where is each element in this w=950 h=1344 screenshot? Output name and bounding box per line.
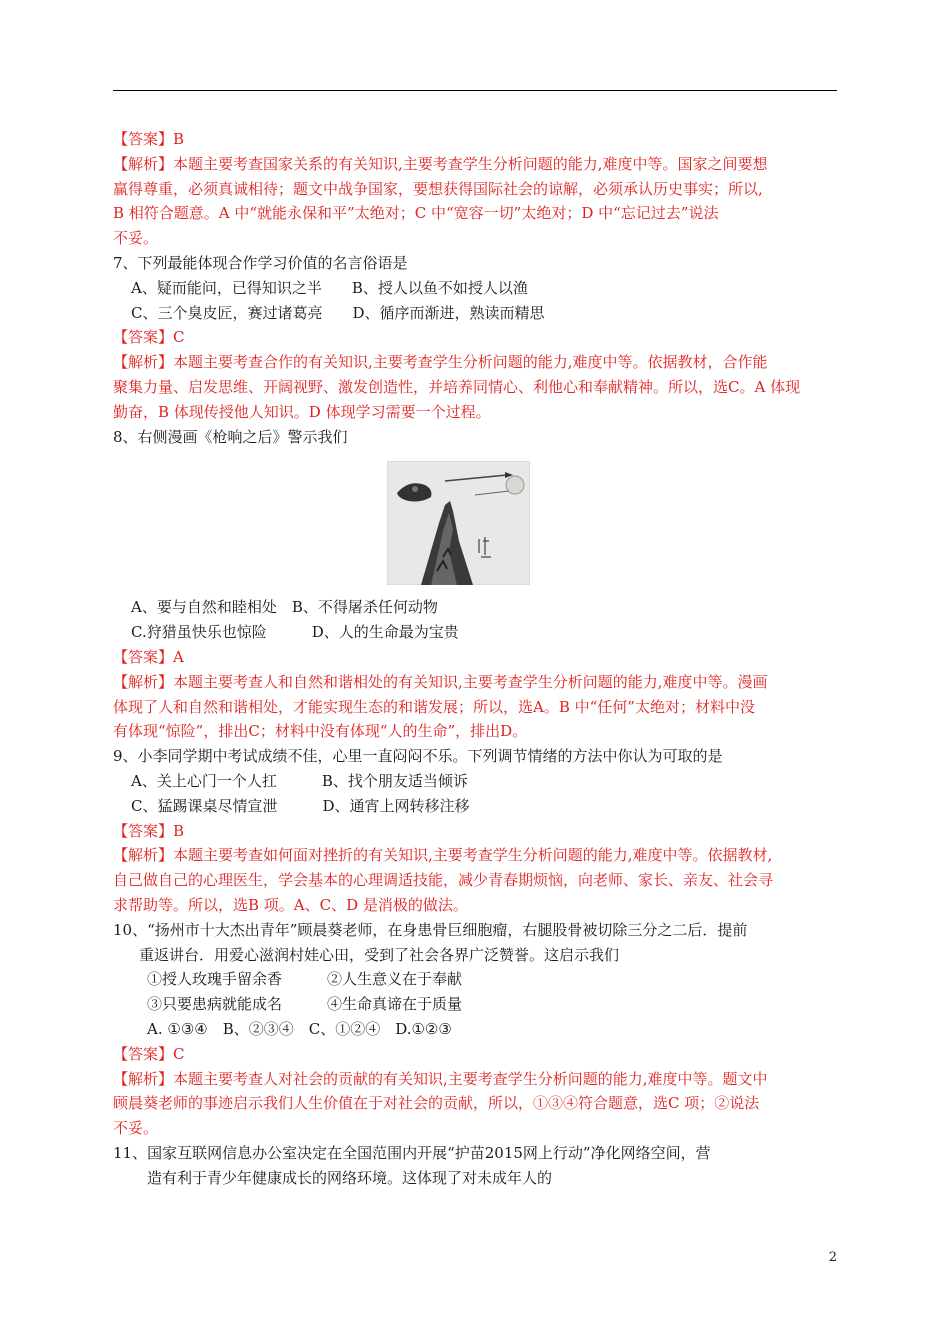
page-number: 2	[828, 1250, 837, 1265]
q6-answer: 【答案】B	[113, 130, 185, 148]
q10-choices: A. ①③④ B、②③④ C、①②④ D.①②③	[147, 1019, 452, 1038]
q10-item-4: ④生命真谛在于质量	[327, 995, 463, 1014]
q8-answer: 【答案】A	[113, 647, 184, 666]
q9-stem: 9、小李同学期中考试成绩不佳，心里一直闷闷不乐。下列调节情绪的方法中你认为可取的是	[113, 747, 723, 766]
q11-stem-line: 造有利于青少年健康成长的网络环境。这体现了对未成年人的	[147, 1168, 553, 1187]
q10-answer: 【答案】C	[113, 1044, 185, 1063]
q7-option-a: A、疑而能问，已得知识之半	[131, 278, 322, 297]
q8-analysis-line: 有体现“惊险”，排出C；材料中没有体现“人的生命”，排出D。	[113, 722, 528, 741]
q10-item-1: ①授人玫瑰手留余香	[147, 970, 283, 989]
q10-stem-line: 重返讲台．用爱心滋润村娃心田，受到了社会各界广泛赞誉。这启示我们	[139, 945, 620, 964]
q10-analysis-line: 【解析】本题主要考查人对社会的贡献的有关知识,主要考查学生分析问题的能力,难度中等。题文中	[113, 1069, 768, 1088]
q10-item-3: ③只要患病就能成名	[147, 995, 283, 1014]
cartoon-gunshot-image	[387, 461, 530, 585]
q7-analysis-line: 勤奋，B 体现传授他人知识。D 体现学习需要一个过程。	[113, 402, 491, 421]
q9-analysis-line: 自己做自己的心理医生，学会基本的心理调适技能，减少青春期烦恼，向老师、家长、亲友、社会寻	[113, 871, 774, 890]
q9-options-row-1	[113, 769, 837, 794]
page-content	[113, 127, 837, 1190]
header-rule	[113, 90, 837, 91]
q7-option-b: B、授人以鱼不如授人以渔	[351, 278, 528, 297]
q6-analysis-line: 【解析】本题主要考查国家关系的有关知识,主要考查学生分析问题的能力,难度中等。国家之间要想	[113, 154, 768, 173]
q7-options-row-1	[113, 276, 837, 301]
q9-option-d: D、通宵上网转移注移	[322, 796, 470, 815]
cartoon-illustration	[387, 461, 530, 585]
q10-stem-line: 10、“扬州市十大杰出青年”顾晨葵老师，在身患骨巨细胞瘤，右腿股骨被切除三分之二后．提前	[113, 920, 748, 939]
q9-option-c: C、猛踢课桌尽情宣泄	[131, 796, 278, 815]
q7-analysis-line: 【解析】本题主要考查合作的有关知识,主要考查学生分析问题的能力,难度中等。依据教材，合作能	[113, 353, 768, 372]
q8-stem: 8、右侧漫画《枪响之后》警示我们	[113, 427, 348, 446]
q8-option-b: B、不得屠杀任何动物	[291, 598, 438, 617]
q7-option-c: C、三个臭皮匠，赛过诸葛亮	[131, 303, 323, 322]
q9-option-b: B、找个朋友适当倾诉	[321, 771, 468, 790]
q9-options-row-2	[113, 794, 837, 819]
q9-analysis-line: 求帮助等。所以，选B 项。A、C、D 是消极的做法。	[113, 895, 468, 914]
q6-analysis-line: B 相符合题意。A 中“就能永保和平”太绝对；C 中“宽容一切”太绝对；D 中“忘记过去”说法	[113, 204, 719, 223]
q7-answer: 【答案】C	[113, 328, 185, 347]
q6-analysis-line: 赢得尊重，必须真诚相待；题文中战争国家，要想获得国际社会的谅解，必须承认历史事实；所以,	[113, 179, 763, 198]
q10-block	[113, 918, 837, 1042]
q10-items-row-1	[113, 967, 837, 992]
q8-options-row-1	[113, 595, 837, 620]
q8-analysis-line: 体现了人和自然和谐相处，才能实现生态的和谐发展；所以，选A。B 中“任何”太绝对；材料中没	[113, 697, 755, 716]
q10-item-2: ②人生意义在于奉献	[327, 970, 463, 989]
q9-option-a: A、关上心门一个人扛	[131, 771, 277, 790]
q7-analysis-line: 聚集力量、启发思维、开阔视野、激发创造性，并培养同情心、利他心和奉献精神。所以，选C。A 体现	[113, 377, 801, 396]
q7-option-d: D、循序而渐进，熟读而精思	[352, 303, 545, 322]
q10-items-row-2	[113, 992, 837, 1017]
q9-analysis-line: 【解析】本题主要考查如何面对挫折的有关知识,主要考查学生分析问题的能力,难度中等。依据教材,	[113, 846, 773, 865]
q11-stem-line: 11、国家互联网信息办公室决定在全国范围内开展“护苗2015网上行动”净化网络空间，营	[113, 1143, 711, 1162]
q8-option-a: A、要与自然和睦相处	[131, 598, 277, 617]
q10-analysis-line: 顾晨葵老师的事迹启示我们人生价值在于对社会的贡献，所以，①③④符合题意，选C 项；②说法	[113, 1094, 760, 1113]
q9-answer: 【答案】B	[113, 821, 185, 840]
q8-option-d: D、人的生命最为宝贵	[311, 623, 459, 642]
q8-options-row-2	[113, 620, 837, 645]
q10-analysis-line: 不妥。	[113, 1119, 159, 1138]
q8-option-c: C.狩猎虽快乐也惊险	[131, 623, 267, 642]
q6-analysis-line: 不妥。	[113, 229, 159, 248]
q7-options-row-2	[113, 301, 837, 326]
q8-analysis-line: 【解析】本题主要考查人和自然和谐相处的有关知识,主要考查学生分析问题的能力,难度中等。漫画	[113, 672, 768, 691]
q7-stem: 7、下列最能体现合作学习价值的名言俗语是	[113, 253, 408, 272]
